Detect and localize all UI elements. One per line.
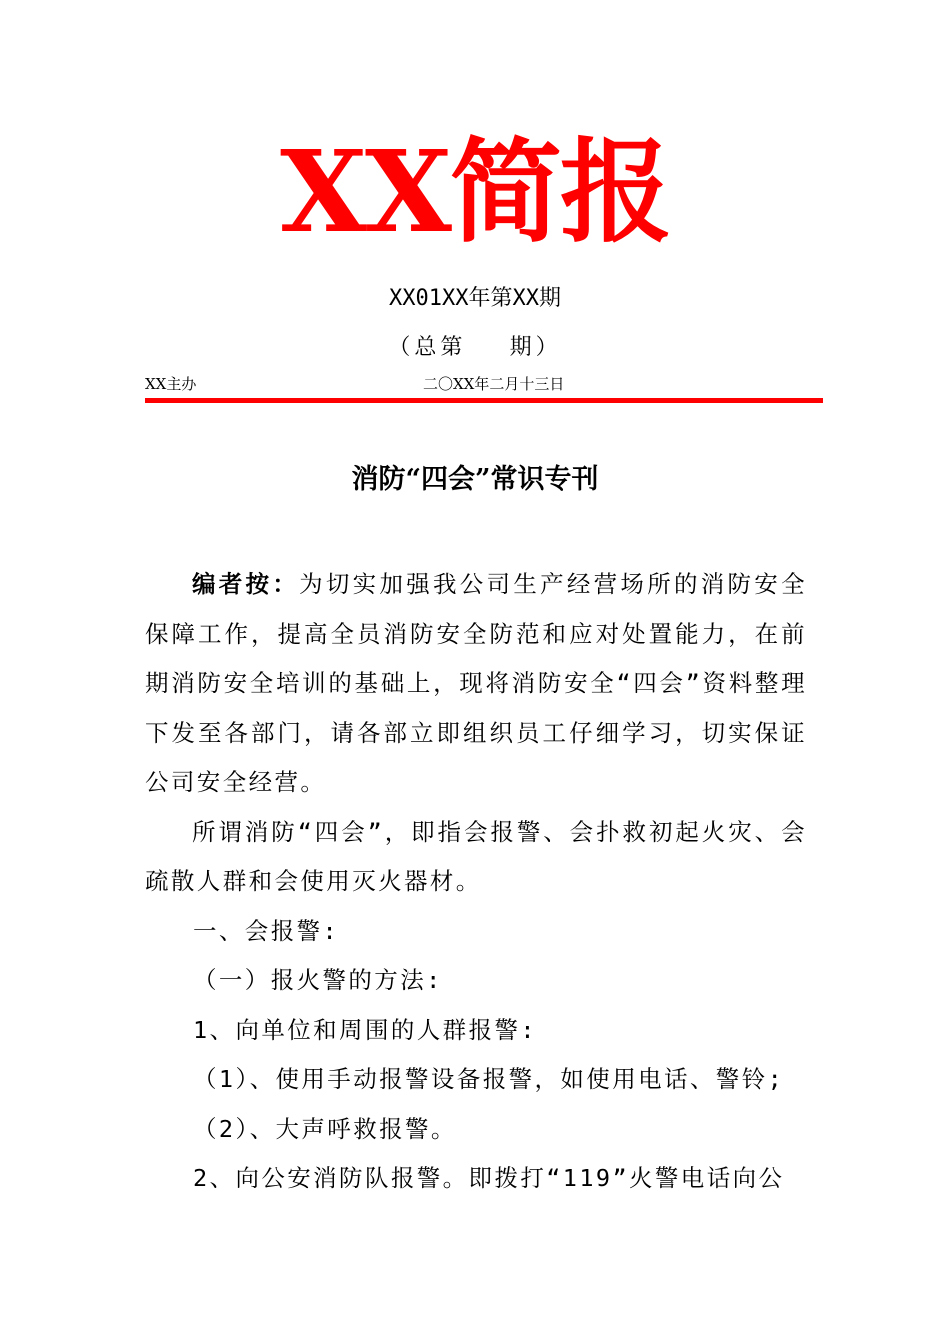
editor-note-lead: 编者按： — [192, 570, 300, 598]
intro-paragraph: 所谓消防“四会”，即指会报警、会扑救初起火灾、会疏散人群和会使用灭火器材。 — [145, 817, 807, 895]
masthead-title: XX简报 — [280, 127, 670, 258]
list-item: （2）、大声呼救报警。 — [193, 1114, 457, 1143]
list-item: 1、向单位和周围的人群报警: — [193, 1015, 537, 1044]
red-divider — [145, 398, 823, 403]
article-body — [145, 560, 807, 1204]
issue-date: 二〇XX年二月十三日 — [423, 375, 565, 393]
issue-number: XX01XX年第XX期 — [389, 286, 561, 311]
article-title: 消防“四会”常识专刊 — [351, 464, 599, 495]
masthead-info-row — [145, 374, 825, 394]
list-item: （1）、使用手动报警设备报警，如使用电话、警铃; — [193, 1065, 785, 1093]
editor-note-text: 为切实加强我公司生产经营场所的消防安全保障工作，提高全员消防安全防范和应对处置能力，在前期消防安全培训的基础上，现将消防安全“四会”资料整理下发至各部门，请各部立即组织员工仔细学习，切实保证公司安全经营。 — [145, 570, 807, 796]
section-heading: 一、会报警: — [193, 916, 340, 945]
issue-total: （总第 期） — [388, 335, 562, 360]
list-item: 2、向公安消防队报警。即拨打“119”火警电话向公 — [193, 1164, 785, 1192]
editor-note — [145, 560, 807, 808]
organizer: XX主办 — [145, 375, 197, 393]
subsection-heading: （一）报火警的方法: — [193, 966, 443, 994]
